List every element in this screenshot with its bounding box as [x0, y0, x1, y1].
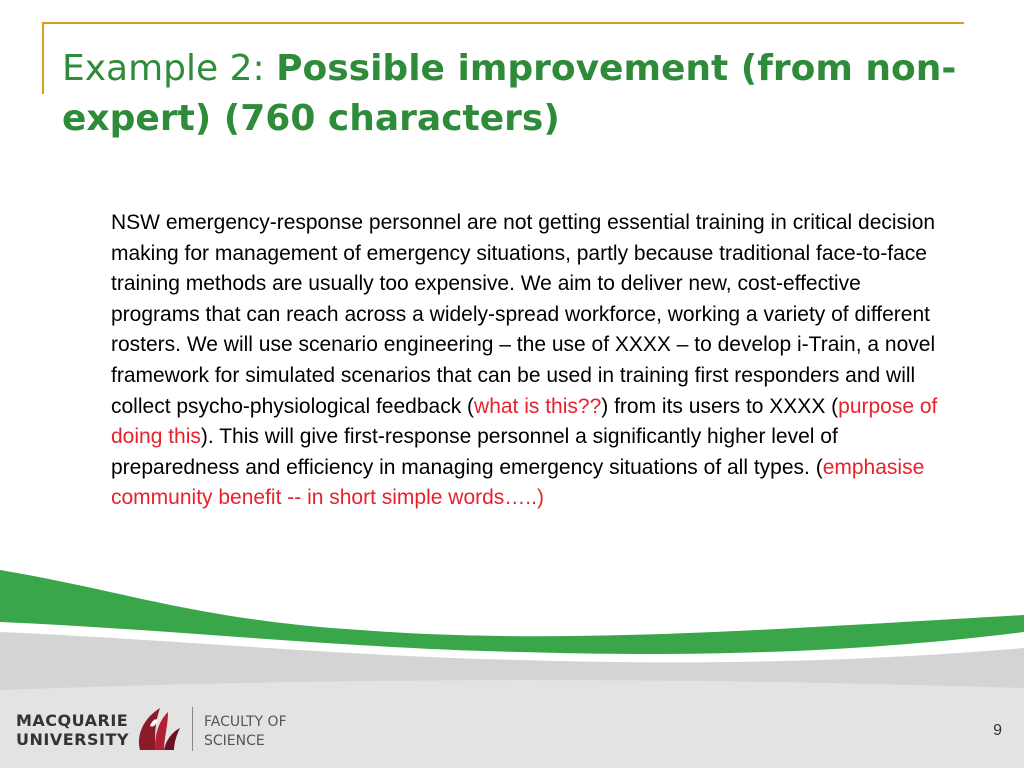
annotation-emphasise: emphasise community benefit -- in short simple words…..) — [111, 455, 925, 510]
title-frame-top-line — [42, 22, 964, 24]
annotation-purpose: purpose of doing this — [111, 394, 938, 449]
page-number: 9 — [993, 722, 1002, 739]
faculty-wordmark — [204, 713, 287, 751]
title-strong: Possible improvement (from non-expert) (760 characters) — [62, 48, 957, 139]
university-line-2: UNIVERSITY — [16, 730, 129, 749]
body-segment-2: ) from its users to XXXX ( — [601, 394, 839, 418]
body-segment-3: ). This will give first-response personnel a significantly higher level of preparedness and efficiency in managing emergency situations of all types. ( — [111, 425, 838, 479]
title-lead: Example 2: — [62, 48, 277, 89]
body-paragraph — [111, 208, 951, 514]
title-frame-left-line — [42, 22, 44, 94]
logo-divider — [192, 707, 193, 751]
faculty-line-2: SCIENCE — [204, 733, 265, 749]
slide-title — [62, 44, 962, 144]
body-segment-1: NSW emergency-response personnel are not getting essential training in critical decision making for management of emergency situations, partly because traditional face-to-face training methods are usually too expensive. We aim to deliver new, cost-effective programs that can reach across a widely-spread workforce, working a variety of different rosters. We will use scenario engineering – the use of XXXX – to develop i-Train, a novel framework for simulated scenarios that can be used in training first responders and will collect psycho-physiological feedback ( — [111, 211, 936, 418]
macquarie-crest-icon — [134, 706, 182, 752]
faculty-line-1: FACULTY OF — [204, 714, 287, 730]
university-wordmark — [16, 711, 129, 749]
university-line-1: MACQUARIE — [16, 711, 129, 730]
annotation-what-is-this: what is this?? — [474, 394, 602, 418]
